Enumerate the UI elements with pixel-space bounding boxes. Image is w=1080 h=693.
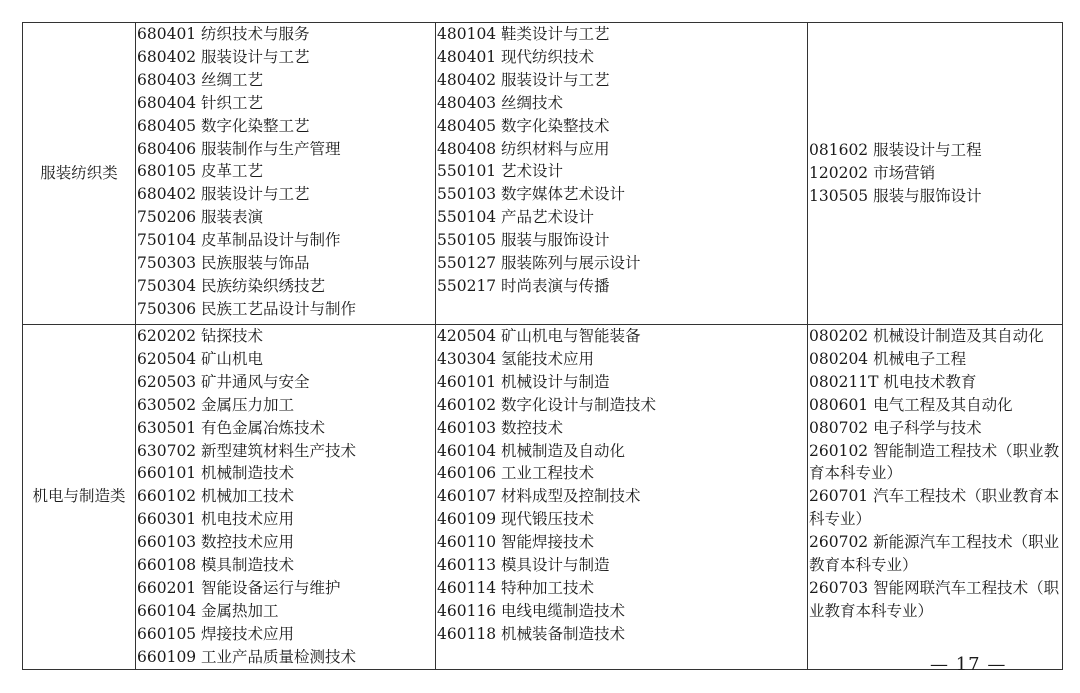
major-code: 750304 xyxy=(137,276,197,295)
list-item xyxy=(137,252,435,275)
major-code: 550127 xyxy=(437,254,497,273)
list-item xyxy=(437,46,807,69)
list-item xyxy=(437,69,807,92)
major-code: 420504 xyxy=(437,327,497,345)
major-code: 680406 xyxy=(137,139,197,158)
major-code: 460113 xyxy=(437,556,497,575)
major-name: 特种加工技术 xyxy=(501,578,595,597)
undergrad-majors-cell xyxy=(808,23,1063,325)
major-name: 纺织技术与服务 xyxy=(201,25,310,43)
secondary-majors-cell xyxy=(136,23,436,325)
major-code: 660103 xyxy=(137,533,197,552)
category-cell: 机电与制造类 xyxy=(23,325,136,670)
list-item xyxy=(137,577,435,600)
major-code: 750104 xyxy=(137,231,197,250)
major-name: 智能设备运行与维护 xyxy=(201,578,341,597)
major-code: 750303 xyxy=(137,254,197,273)
page-number: — 17 — xyxy=(930,654,1007,675)
major-name: 机械制造技术 xyxy=(201,464,295,483)
major-name: 艺术设计 xyxy=(501,162,564,181)
list-item xyxy=(137,440,435,463)
major-code: 680402 xyxy=(137,47,197,66)
list-item xyxy=(437,600,807,623)
list-item xyxy=(137,325,435,348)
major-name: 服装设计与工艺 xyxy=(201,47,310,66)
list-item xyxy=(437,554,807,577)
major-code: 550105 xyxy=(437,231,497,250)
major-name: 数字化设计与制造技术 xyxy=(501,395,657,414)
major-code: 630702 xyxy=(137,441,197,460)
list-item xyxy=(137,508,435,531)
major-name: 服装与服饰设计 xyxy=(501,231,610,250)
list-item xyxy=(137,623,435,646)
table-row xyxy=(23,325,1063,670)
list-item xyxy=(437,371,807,394)
list-item xyxy=(137,206,435,229)
list-item xyxy=(137,371,435,394)
higher-majors-cell xyxy=(436,325,808,670)
list-item xyxy=(137,298,435,321)
major-name: 服装制作与生产管理 xyxy=(201,139,341,158)
major-code: 680402 xyxy=(137,185,197,204)
major-code: 660104 xyxy=(137,601,197,620)
major-code: 460118 xyxy=(437,624,497,643)
list-item xyxy=(437,275,807,298)
major-name: 民族纺染织绣技艺 xyxy=(201,276,326,295)
list-item xyxy=(437,252,807,275)
major-code: 660101 xyxy=(137,464,197,483)
list-item xyxy=(137,229,435,252)
major-code: 660109 xyxy=(137,647,197,666)
major-name: 丝绸技术 xyxy=(501,93,564,112)
higher-majors-cell xyxy=(436,23,808,325)
major-code: 750306 xyxy=(137,299,197,318)
major-name: 数字媒体艺术设计 xyxy=(501,185,626,204)
secondary-majors-cell xyxy=(136,325,436,670)
table-row xyxy=(23,23,1063,325)
list-item xyxy=(137,23,435,46)
major-name: 数字化染整工艺 xyxy=(201,116,310,135)
major-code: 460114 xyxy=(437,578,497,597)
list-item: 120202 市场营销 xyxy=(809,164,936,183)
list-item: 260703 智能网联汽车工程技术（职业教育本科专业） xyxy=(809,578,1060,620)
major-name: 民族服装与饰品 xyxy=(201,254,310,273)
list-item xyxy=(137,417,435,440)
list-item xyxy=(137,394,435,417)
major-code: 550217 xyxy=(437,276,497,295)
major-code: 480405 xyxy=(437,116,497,135)
list-item xyxy=(437,394,807,417)
major-code: 680404 xyxy=(137,93,197,112)
list-item xyxy=(137,138,435,161)
major-code: 460101 xyxy=(437,372,497,391)
list-item xyxy=(437,115,807,138)
major-name: 纺织材料与应用 xyxy=(501,139,610,158)
list-item: 260701 汽车工程技术（职业教育本科专业） xyxy=(809,487,1060,529)
major-code: 660201 xyxy=(137,578,197,597)
major-code: 630502 xyxy=(137,395,197,414)
major-code: 620503 xyxy=(137,372,197,391)
list-item: 260102 智能制造工程技术（职业教育本科专业） xyxy=(809,441,1060,483)
list-item xyxy=(137,646,435,669)
major-code: 620202 xyxy=(137,327,197,345)
major-code: 430304 xyxy=(437,349,497,368)
list-item xyxy=(437,417,807,440)
undergrad-majors-cell xyxy=(808,325,1063,670)
major-name: 智能焊接技术 xyxy=(501,533,595,552)
list-item xyxy=(437,183,807,206)
major-name: 时尚表演与传播 xyxy=(501,276,610,295)
major-code: 460110 xyxy=(437,533,497,552)
list-item xyxy=(437,160,807,183)
major-name: 数字化染整技术 xyxy=(501,116,610,135)
list-item xyxy=(137,485,435,508)
major-name: 机械制造及自动化 xyxy=(501,441,626,460)
major-code: 460107 xyxy=(437,487,497,506)
major-name: 材料成型及控制技术 xyxy=(501,487,641,506)
list-item xyxy=(137,46,435,69)
major-name: 新型建筑材料生产技术 xyxy=(201,441,357,460)
major-name: 针织工艺 xyxy=(201,93,264,112)
major-name: 鞋类设计与工艺 xyxy=(501,25,610,43)
list-item xyxy=(437,229,807,252)
list-item xyxy=(137,92,435,115)
major-code: 620504 xyxy=(137,349,197,368)
major-name: 皮革制品设计与制作 xyxy=(201,231,341,250)
list-item: 130505 服装与服饰设计 xyxy=(809,186,982,205)
list-item xyxy=(137,554,435,577)
major-code: 480401 xyxy=(437,47,497,66)
major-code: 660108 xyxy=(137,556,197,575)
list-item xyxy=(437,577,807,600)
major-code: 630501 xyxy=(137,418,197,437)
list-item xyxy=(437,440,807,463)
list-item xyxy=(137,348,435,371)
list-item xyxy=(437,623,807,646)
category-cell: 服装纺织类 xyxy=(23,23,136,325)
major-name: 数控技术应用 xyxy=(201,533,295,552)
list-item xyxy=(437,92,807,115)
major-name: 矿井通风与安全 xyxy=(201,372,310,391)
major-code: 660301 xyxy=(137,510,197,529)
major-name: 机械装备制造技术 xyxy=(501,624,626,643)
major-code: 480104 xyxy=(437,25,497,43)
major-name: 机械加工技术 xyxy=(201,487,295,506)
major-name: 模具设计与制造 xyxy=(501,556,610,575)
list-item xyxy=(137,600,435,623)
list-item xyxy=(437,485,807,508)
major-name: 服装表演 xyxy=(201,208,264,227)
list-item xyxy=(437,325,807,348)
list-item: 260702 新能源汽车工程技术（职业教育本科专业） xyxy=(809,533,1060,575)
major-name: 服装陈列与展示设计 xyxy=(501,254,641,273)
major-name: 氢能技术应用 xyxy=(501,349,595,368)
major-code: 460106 xyxy=(437,464,497,483)
major-name: 民族工艺品设计与制作 xyxy=(201,299,357,318)
major-code: 480402 xyxy=(437,70,497,89)
major-table xyxy=(22,22,1063,670)
list-item xyxy=(137,115,435,138)
major-name: 数控技术 xyxy=(501,418,564,437)
major-name: 矿山机电 xyxy=(201,349,264,368)
major-code: 460109 xyxy=(437,510,497,529)
major-name: 工业工程技术 xyxy=(501,464,595,483)
major-name: 皮革工艺 xyxy=(201,162,264,181)
list-item: 080202 机械设计制造及其自动化 xyxy=(809,327,1044,345)
major-name: 矿山机电与智能装备 xyxy=(501,327,641,345)
major-code: 480408 xyxy=(437,139,497,158)
major-name: 工业产品质量检测技术 xyxy=(201,647,357,666)
list-item xyxy=(137,69,435,92)
major-code: 750206 xyxy=(137,208,197,227)
list-item xyxy=(437,531,807,554)
major-code: 550101 xyxy=(437,162,497,181)
major-name: 电线电缆制造技术 xyxy=(501,601,626,620)
list-item xyxy=(137,531,435,554)
major-name: 产品艺术设计 xyxy=(501,208,595,227)
major-name: 金属压力加工 xyxy=(201,395,295,414)
major-code: 660105 xyxy=(137,624,197,643)
major-code: 460116 xyxy=(437,601,497,620)
major-name: 金属热加工 xyxy=(201,601,279,620)
list-item xyxy=(437,23,807,46)
list-item: 080211T 机电技术教育 xyxy=(809,372,977,391)
major-name: 丝绸工艺 xyxy=(201,70,264,89)
major-name: 有色金属冶炼技术 xyxy=(201,418,326,437)
major-name: 机电技术应用 xyxy=(201,510,295,529)
major-name: 现代锻压技术 xyxy=(501,510,595,529)
list-item xyxy=(437,508,807,531)
major-code: 460104 xyxy=(437,441,497,460)
list-item xyxy=(437,462,807,485)
list-item: 080601 电气工程及其自动化 xyxy=(809,395,1013,414)
major-code: 680405 xyxy=(137,116,197,135)
list-item xyxy=(437,206,807,229)
list-item: 080204 机械电子工程 xyxy=(809,349,967,368)
major-name: 机械设计与制造 xyxy=(501,372,610,391)
list-item: 080702 电子科学与技术 xyxy=(809,418,982,437)
list-item xyxy=(437,138,807,161)
major-code: 680105 xyxy=(137,162,197,181)
major-name: 现代纺织技术 xyxy=(501,47,595,66)
major-name: 服装设计与工艺 xyxy=(201,185,310,204)
list-item xyxy=(137,160,435,183)
major-name: 钻探技术 xyxy=(201,327,264,345)
list-item xyxy=(137,183,435,206)
major-code: 660102 xyxy=(137,487,197,506)
major-name: 服装设计与工艺 xyxy=(501,70,610,89)
major-code: 680403 xyxy=(137,70,197,89)
list-item: 081602 服装设计与工程 xyxy=(809,141,982,160)
major-code: 480403 xyxy=(437,93,497,112)
major-code: 550103 xyxy=(437,185,497,204)
list-item xyxy=(137,462,435,485)
major-name: 模具制造技术 xyxy=(201,556,295,575)
major-code: 680401 xyxy=(137,25,197,43)
list-item xyxy=(437,348,807,371)
major-name: 焊接技术应用 xyxy=(201,624,295,643)
major-code: 460103 xyxy=(437,418,497,437)
major-code: 460102 xyxy=(437,395,497,414)
list-item xyxy=(137,275,435,298)
major-code: 550104 xyxy=(437,208,497,227)
